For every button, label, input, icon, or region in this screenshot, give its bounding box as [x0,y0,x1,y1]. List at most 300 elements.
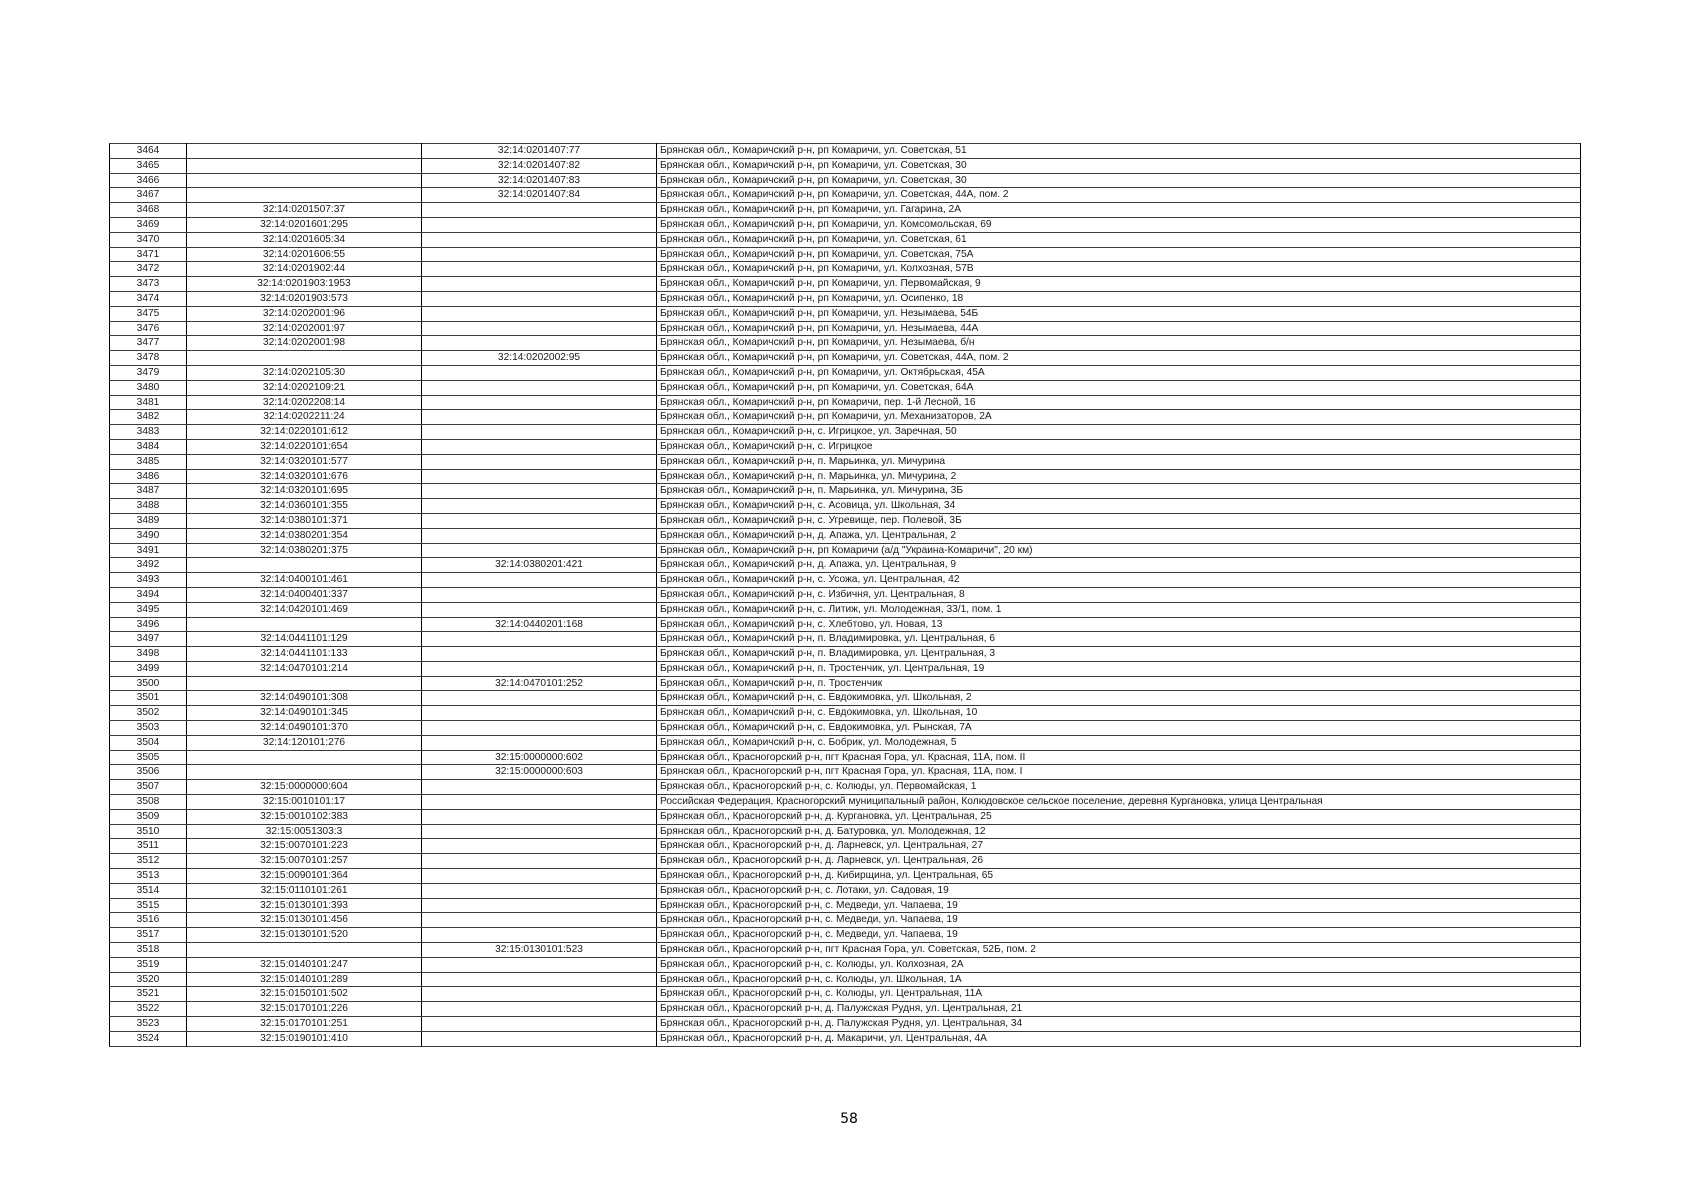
address-cell: Брянская обл., Комаричский р-н, рп Комаричи, ул. Советская, 51 [657,144,1581,159]
land-cadastral-number-cell: 32:14:0420101:469 [187,602,422,617]
building-cadastral-number-cell [422,854,657,869]
row-number-cell: 3497 [110,632,187,647]
land-cadastral-number-cell: 32:14:0490101:308 [187,691,422,706]
table-row [110,321,1581,336]
land-cadastral-number-cell: 32:15:0110101:261 [187,883,422,898]
land-cadastral-number-cell: 32:14:0400101:461 [187,573,422,588]
table-row [110,691,1581,706]
row-number-cell: 3508 [110,795,187,810]
building-cadastral-number-cell [422,691,657,706]
row-number-cell: 3488 [110,499,187,514]
building-cadastral-number-cell [422,410,657,425]
row-number-cell: 3473 [110,277,187,292]
row-number-cell: 3486 [110,469,187,484]
row-number-cell: 3493 [110,573,187,588]
address-cell: Брянская обл., Красногорский р-н, с. Медведи, ул. Чапаева, 19 [657,928,1581,943]
address-cell: Брянская обл., Комаричский р-н, с. Усожа, ул. Центральная, 42 [657,573,1581,588]
table-row [110,336,1581,351]
table-row [110,380,1581,395]
building-cadastral-number-cell [422,425,657,440]
row-number-cell: 3466 [110,173,187,188]
address-cell: Брянская обл., Комаричский р-н, рп Комаричи, ул. Советская, 44А, пом. 2 [657,188,1581,203]
row-number-cell: 3519 [110,957,187,972]
row-number-cell: 3492 [110,558,187,573]
address-cell: Брянская обл., Комаричский р-н, п. Тростенчик [657,676,1581,691]
row-number-cell: 3513 [110,869,187,884]
land-cadastral-number-cell: 32:15:0130101:393 [187,898,422,913]
address-cell: Брянская обл., Красногорский р-н, д. Кибирщина, ул. Центральная, 65 [657,869,1581,884]
land-cadastral-number-cell: 32:14:0201507:37 [187,203,422,218]
land-cadastral-number-cell: 32:15:0140101:247 [187,957,422,972]
building-cadastral-number-cell [422,987,657,1002]
table-row [110,706,1581,721]
table-row [110,1017,1581,1032]
land-cadastral-number-cell: 32:14:0220101:612 [187,425,422,440]
building-cadastral-number-cell [422,602,657,617]
address-cell: Брянская обл., Комаричский р-н, рп Комаричи, ул. Незымаева, 54Б [657,306,1581,321]
building-cadastral-number-cell [422,484,657,499]
land-cadastral-number-cell [187,173,422,188]
land-cadastral-number-cell: 32:14:0201902:44 [187,262,422,277]
land-cadastral-number-cell: 32:14:0201903:573 [187,291,422,306]
land-cadastral-number-cell: 32:15:0010102:383 [187,809,422,824]
address-cell: Брянская обл., Комаричский р-н, с. Асовица, ул. Школьная, 34 [657,499,1581,514]
building-cadastral-number-cell: 32:14:0201407:84 [422,188,657,203]
address-cell: Брянская обл., Комаричский р-н, рп Комаричи, ул. Советская, 75А [657,247,1581,262]
table-row [110,972,1581,987]
building-cadastral-number-cell [422,632,657,647]
table-row [110,661,1581,676]
table-row [110,232,1581,247]
table-row [110,750,1581,765]
land-cadastral-number-cell [187,558,422,573]
land-cadastral-number-cell: 32:14:0202001:97 [187,321,422,336]
address-cell: Брянская обл., Комаричский р-н, п. Владимировка, ул. Центральная, 6 [657,632,1581,647]
address-cell: Брянская обл., Комаричский р-н, п. Владимировка, ул. Центральная, 3 [657,647,1581,662]
table-row [110,277,1581,292]
row-number-cell: 3512 [110,854,187,869]
building-cadastral-number-cell: 32:14:0470101:252 [422,676,657,691]
row-number-cell: 3485 [110,454,187,469]
land-cadastral-number-cell: 32:14:120101:276 [187,735,422,750]
land-cadastral-number-cell: 32:15:0070101:223 [187,839,422,854]
address-cell: Брянская обл., Комаричский р-н, рп Комаричи, ул. Незымаева, 44А [657,321,1581,336]
table-row [110,913,1581,928]
table-row [110,928,1581,943]
row-number-cell: 3472 [110,262,187,277]
building-cadastral-number-cell [422,824,657,839]
building-cadastral-number-cell [422,306,657,321]
land-cadastral-number-cell: 32:14:0202105:30 [187,365,422,380]
land-cadastral-number-cell: 32:15:0130101:520 [187,928,422,943]
address-cell: Брянская обл., Красногорский р-н, д. Палужская Рудня, ул. Центральная, 34 [657,1017,1581,1032]
row-number-cell: 3465 [110,158,187,173]
row-number-cell: 3494 [110,587,187,602]
building-cadastral-number-cell [422,528,657,543]
table-row [110,735,1581,750]
building-cadastral-number-cell: 32:15:0000000:602 [422,750,657,765]
building-cadastral-number-cell [422,573,657,588]
table-row [110,780,1581,795]
land-cadastral-number-cell: 32:15:0170101:251 [187,1017,422,1032]
building-cadastral-number-cell [422,291,657,306]
building-cadastral-number-cell [422,735,657,750]
land-cadastral-number-cell: 32:14:0441101:133 [187,647,422,662]
land-cadastral-number-cell: 32:14:0490101:345 [187,706,422,721]
land-cadastral-number-cell: 32:15:0090101:364 [187,869,422,884]
land-cadastral-number-cell: 32:15:0070101:257 [187,854,422,869]
table-row [110,883,1581,898]
table-row [110,291,1581,306]
row-number-cell: 3509 [110,809,187,824]
address-cell: Брянская обл., Комаричский р-н, рп Комаричи, ул. Октябрьская, 45А [657,365,1581,380]
row-number-cell: 3517 [110,928,187,943]
building-cadastral-number-cell [422,1002,657,1017]
row-number-cell: 3520 [110,972,187,987]
row-number-cell: 3511 [110,839,187,854]
land-cadastral-number-cell: 32:14:0202001:98 [187,336,422,351]
land-cadastral-number-cell: 32:14:0201605:34 [187,232,422,247]
building-cadastral-number-cell [422,839,657,854]
address-cell: Брянская обл., Красногорский р-н, д. Ларневск, ул. Центральная, 27 [657,839,1581,854]
table-row [110,558,1581,573]
building-cadastral-number-cell [422,454,657,469]
address-cell: Брянская обл., Комаричский р-н, д. Апажа, ул. Центральная, 2 [657,528,1581,543]
land-cadastral-number-cell: 32:14:0380101:371 [187,513,422,528]
land-cadastral-number-cell: 32:14:0201606:55 [187,247,422,262]
address-cell: Брянская обл., Комаричский р-н, с. Игрицкое, ул. Заречная, 50 [657,425,1581,440]
building-cadastral-number-cell [422,795,657,810]
land-cadastral-number-cell [187,144,422,159]
row-number-cell: 3470 [110,232,187,247]
address-cell: Брянская обл., Комаричский р-н, с. Избичня, ул. Центральная, 8 [657,587,1581,602]
table-row [110,144,1581,159]
building-cadastral-number-cell [422,336,657,351]
address-cell: Брянская обл., Комаричский р-н, рп Комаричи, ул. Советская, 30 [657,173,1581,188]
building-cadastral-number-cell [422,1031,657,1046]
table-row [110,943,1581,958]
row-number-cell: 3495 [110,602,187,617]
land-cadastral-number-cell [187,188,422,203]
address-cell: Брянская обл., Красногорский р-н, д. Батуровка, ул. Молодежная, 12 [657,824,1581,839]
building-cadastral-number-cell [422,499,657,514]
building-cadastral-number-cell: 32:15:0130101:523 [422,943,657,958]
land-cadastral-number-cell: 32:14:0220101:654 [187,439,422,454]
address-cell: Брянская обл., Красногорский р-н, с. Лотаки, ул. Садовая, 19 [657,883,1581,898]
address-cell: Брянская обл., Красногорский р-н, д. Макаричи, ул. Центральная, 4А [657,1031,1581,1046]
address-cell: Брянская обл., Комаричский р-н, рп Комаричи, ул. Незымаева, б/н [657,336,1581,351]
building-cadastral-number-cell [422,809,657,824]
table-row [110,602,1581,617]
land-cadastral-number-cell [187,943,422,958]
building-cadastral-number-cell [422,395,657,410]
land-cadastral-number-cell: 32:14:0490101:370 [187,721,422,736]
building-cadastral-number-cell: 32:15:0000000:603 [422,765,657,780]
address-cell: Брянская обл., Красногорский р-н, с. Колюды, ул. Первомайская, 1 [657,780,1581,795]
land-cadastral-number-cell: 32:14:0320101:676 [187,469,422,484]
land-cadastral-number-cell [187,351,422,366]
building-cadastral-number-cell: 32:14:0380201:421 [422,558,657,573]
row-number-cell: 3468 [110,203,187,218]
table-row [110,587,1581,602]
building-cadastral-number-cell [422,217,657,232]
building-cadastral-number-cell [422,247,657,262]
row-number-cell: 3500 [110,676,187,691]
address-cell: Брянская обл., Комаричский р-н, рп Комаричи, ул. Комсомольская, 69 [657,217,1581,232]
row-number-cell: 3499 [110,661,187,676]
address-cell: Российская Федерация, Красногорский муниципальный район, Колюдовское сельское поселение, деревня Кургановка, улица Центральная [657,795,1581,810]
address-cell: Брянская обл., Комаричский р-н, рп Комаричи, ул. Колхозная, 57В [657,262,1581,277]
land-cadastral-number-cell [187,750,422,765]
table-row [110,203,1581,218]
address-cell: Брянская обл., Комаричский р-н, рп Комаричи, ул. Советская, 44А, пом. 2 [657,351,1581,366]
registry-table [109,143,1581,1047]
land-cadastral-number-cell: 32:14:0201903:1953 [187,277,422,292]
land-cadastral-number-cell: 32:14:0380201:354 [187,528,422,543]
land-cadastral-number-cell: 32:14:0320101:577 [187,454,422,469]
building-cadastral-number-cell [422,321,657,336]
table-row [110,454,1581,469]
row-number-cell: 3482 [110,410,187,425]
land-cadastral-number-cell: 32:14:0470101:214 [187,661,422,676]
address-cell: Брянская обл., Комаричский р-н, рп Комаричи, ул. Советская, 64А [657,380,1581,395]
building-cadastral-number-cell: 32:14:0201407:83 [422,173,657,188]
building-cadastral-number-cell: 32:14:0201407:77 [422,144,657,159]
land-cadastral-number-cell: 32:15:0000000:604 [187,780,422,795]
table-row [110,158,1581,173]
address-cell: Брянская обл., Комаричский р-н, рп Комаричи, ул. Механизаторов, 2А [657,410,1581,425]
land-cadastral-number-cell [187,676,422,691]
table-row [110,765,1581,780]
building-cadastral-number-cell [422,469,657,484]
land-cadastral-number-cell: 32:14:0202109:21 [187,380,422,395]
row-number-cell: 3504 [110,735,187,750]
address-cell: Брянская обл., Комаричский р-н, п. Тростенчик, ул. Центральная, 19 [657,661,1581,676]
address-cell: Брянская обл., Красногорский р-н, пгт Красная Гора, ул. Советская, 52Б, пом. 2 [657,943,1581,958]
row-number-cell: 3502 [110,706,187,721]
address-cell: Брянская обл., Комаричский р-н, рп Комаричи, ул. Осипенко, 18 [657,291,1581,306]
address-cell: Брянская обл., Красногорский р-н, с. Медведи, ул. Чапаева, 19 [657,898,1581,913]
address-cell: Брянская обл., Комаричский р-н, рп Комаричи, ул. Первомайская, 9 [657,277,1581,292]
address-cell: Брянская обл., Красногорский р-н, с. Медведи, ул. Чапаева, 19 [657,913,1581,928]
row-number-cell: 3467 [110,188,187,203]
table-row [110,410,1581,425]
table-row [110,351,1581,366]
address-cell: Брянская обл., Комаричский р-н, с. Хлебтово, ул. Новая, 13 [657,617,1581,632]
table-row [110,528,1581,543]
table-row [110,898,1581,913]
address-cell: Брянская обл., Комаричский р-н, п. Марьинка, ул. Мичурина, 2 [657,469,1581,484]
row-number-cell: 3484 [110,439,187,454]
land-cadastral-number-cell: 32:14:0202211:24 [187,410,422,425]
row-number-cell: 3505 [110,750,187,765]
building-cadastral-number-cell [422,513,657,528]
building-cadastral-number-cell [422,277,657,292]
table-row [110,632,1581,647]
address-cell: Брянская обл., Красногорский р-н, с. Колюды, ул. Колхозная, 2А [657,957,1581,972]
row-number-cell: 3481 [110,395,187,410]
table-row [110,839,1581,854]
building-cadastral-number-cell [422,587,657,602]
building-cadastral-number-cell: 32:14:0440201:168 [422,617,657,632]
building-cadastral-number-cell [422,365,657,380]
land-cadastral-number-cell: 32:15:0170101:226 [187,1002,422,1017]
building-cadastral-number-cell: 32:14:0201407:82 [422,158,657,173]
land-cadastral-number-cell: 32:15:0051303:3 [187,824,422,839]
land-cadastral-number-cell: 32:14:0360101:355 [187,499,422,514]
row-number-cell: 3522 [110,1002,187,1017]
land-cadastral-number-cell: 32:14:0201601:295 [187,217,422,232]
row-number-cell: 3469 [110,217,187,232]
row-number-cell: 3515 [110,898,187,913]
row-number-cell: 3491 [110,543,187,558]
building-cadastral-number-cell [422,661,657,676]
building-cadastral-number-cell [422,898,657,913]
table-row [110,617,1581,632]
row-number-cell: 3516 [110,913,187,928]
building-cadastral-number-cell [422,913,657,928]
table-row [110,795,1581,810]
table-row [110,809,1581,824]
row-number-cell: 3521 [110,987,187,1002]
table-row [110,217,1581,232]
row-number-cell: 3479 [110,365,187,380]
land-cadastral-number-cell [187,617,422,632]
building-cadastral-number-cell [422,972,657,987]
land-cadastral-number-cell: 32:14:0380201:375 [187,543,422,558]
building-cadastral-number-cell [422,706,657,721]
row-number-cell: 3471 [110,247,187,262]
row-number-cell: 3477 [110,336,187,351]
building-cadastral-number-cell [422,883,657,898]
table-row [110,306,1581,321]
row-number-cell: 3523 [110,1017,187,1032]
land-cadastral-number-cell: 32:14:0441101:129 [187,632,422,647]
building-cadastral-number-cell [422,1017,657,1032]
address-cell: Брянская обл., Красногорский р-н, с. Колюды, ул. Школьная, 1А [657,972,1581,987]
table-row [110,824,1581,839]
land-cadastral-number-cell: 32:15:0150101:502 [187,987,422,1002]
table-row [110,957,1581,972]
row-number-cell: 3524 [110,1031,187,1046]
building-cadastral-number-cell [422,957,657,972]
address-cell: Брянская обл., Комаричский р-н, с. Литиж, ул. Молодежная, 33/1, пом. 1 [657,602,1581,617]
row-number-cell: 3510 [110,824,187,839]
address-cell: Брянская обл., Комаричский р-н, с. Угревище, пер. Полевой, 3Б [657,513,1581,528]
row-number-cell: 3487 [110,484,187,499]
land-cadastral-number-cell: 32:15:0140101:289 [187,972,422,987]
address-cell: Брянская обл., Красногорский р-н, пгт Красная Гора, ул. Красная, 11А, пом. II [657,750,1581,765]
address-cell: Брянская обл., Комаричский р-н, рп Комаричи, ул. Советская, 61 [657,232,1581,247]
address-cell: Брянская обл., Комаричский р-н, п. Марьинка, ул. Мичурина [657,454,1581,469]
land-cadastral-number-cell: 32:15:0190101:410 [187,1031,422,1046]
building-cadastral-number-cell [422,869,657,884]
address-cell: Брянская обл., Комаричский р-н, с. Бобрик, ул. Молодежная, 5 [657,735,1581,750]
address-cell: Брянская обл., Красногорский р-н, д. Ларневск, ул. Центральная, 26 [657,854,1581,869]
table-row [110,365,1581,380]
row-number-cell: 3464 [110,144,187,159]
land-cadastral-number-cell: 32:15:0010101:17 [187,795,422,810]
table-row [110,869,1581,884]
table-row [110,499,1581,514]
building-cadastral-number-cell [422,647,657,662]
land-cadastral-number-cell: 32:14:0202001:96 [187,306,422,321]
address-cell: Брянская обл., Красногорский р-н, с. Колюды, ул. Центральная, 11А [657,987,1581,1002]
table-row [110,173,1581,188]
table-row [110,247,1581,262]
row-number-cell: 3489 [110,513,187,528]
table-row [110,1031,1581,1046]
building-cadastral-number-cell [422,203,657,218]
table-row [110,469,1581,484]
table-row [110,573,1581,588]
address-cell: Брянская обл., Комаричский р-н, рп Комаричи, ул. Советская, 30 [657,158,1581,173]
address-cell: Брянская обл., Комаричский р-н, с. Евдокимовка, ул. Школьная, 2 [657,691,1581,706]
building-cadastral-number-cell [422,780,657,795]
row-number-cell: 3518 [110,943,187,958]
land-cadastral-number-cell: 32:14:0320101:695 [187,484,422,499]
land-cadastral-number-cell: 32:14:0400401:337 [187,587,422,602]
table-row [110,721,1581,736]
row-number-cell: 3501 [110,691,187,706]
building-cadastral-number-cell [422,721,657,736]
table-row [110,425,1581,440]
row-number-cell: 3498 [110,647,187,662]
land-cadastral-number-cell [187,765,422,780]
table-row [110,188,1581,203]
table-row [110,854,1581,869]
address-cell: Брянская обл., Комаричский р-н, рп Комаричи, ул. Гагарина, 2А [657,203,1581,218]
building-cadastral-number-cell [422,543,657,558]
address-cell: Брянская обл., Комаричский р-н, д. Апажа, ул. Центральная, 9 [657,558,1581,573]
building-cadastral-number-cell: 32:14:0202002:95 [422,351,657,366]
row-number-cell: 3490 [110,528,187,543]
address-cell: Брянская обл., Комаричский р-н, с. Игрицкое [657,439,1581,454]
row-number-cell: 3506 [110,765,187,780]
address-cell: Брянская обл., Комаричский р-н, с. Евдокимовка, ул. Школьная, 10 [657,706,1581,721]
row-number-cell: 3475 [110,306,187,321]
row-number-cell: 3476 [110,321,187,336]
table-row [110,513,1581,528]
address-cell: Брянская обл., Красногорский р-н, д. Кургановка, ул. Центральная, 25 [657,809,1581,824]
row-number-cell: 3474 [110,291,187,306]
address-cell: Брянская обл., Комаричский р-н, рп Комаричи (а/д "Украина-Комаричи", 20 км) [657,543,1581,558]
address-cell: Брянская обл., Комаричский р-н, п. Марьинка, ул. Мичурина, 3Б [657,484,1581,499]
row-number-cell: 3514 [110,883,187,898]
land-cadastral-number-cell [187,158,422,173]
address-cell: Брянская обл., Красногорский р-н, пгт Красная Гора, ул. Красная, 11А, пом. I [657,765,1581,780]
table-row [110,676,1581,691]
address-cell: Брянская обл., Комаричский р-н, с. Евдокимовка, ул. Рынская, 7А [657,721,1581,736]
row-number-cell: 3483 [110,425,187,440]
building-cadastral-number-cell [422,439,657,454]
table-row [110,262,1581,277]
row-number-cell: 3503 [110,721,187,736]
table-row [110,395,1581,410]
table-row [110,987,1581,1002]
registry-table-body [110,144,1581,1047]
row-number-cell: 3507 [110,780,187,795]
table-row [110,1002,1581,1017]
building-cadastral-number-cell [422,262,657,277]
table-row [110,484,1581,499]
address-cell: Брянская обл., Комаричский р-н, рп Комаричи, пер. 1-й Лесной, 16 [657,395,1581,410]
address-cell: Брянская обл., Красногорский р-н, д. Палужская Рудня, ул. Центральная, 21 [657,1002,1581,1017]
land-cadastral-number-cell: 32:15:0130101:456 [187,913,422,928]
row-number-cell: 3496 [110,617,187,632]
land-cadastral-number-cell: 32:14:0202208:14 [187,395,422,410]
row-number-cell: 3480 [110,380,187,395]
